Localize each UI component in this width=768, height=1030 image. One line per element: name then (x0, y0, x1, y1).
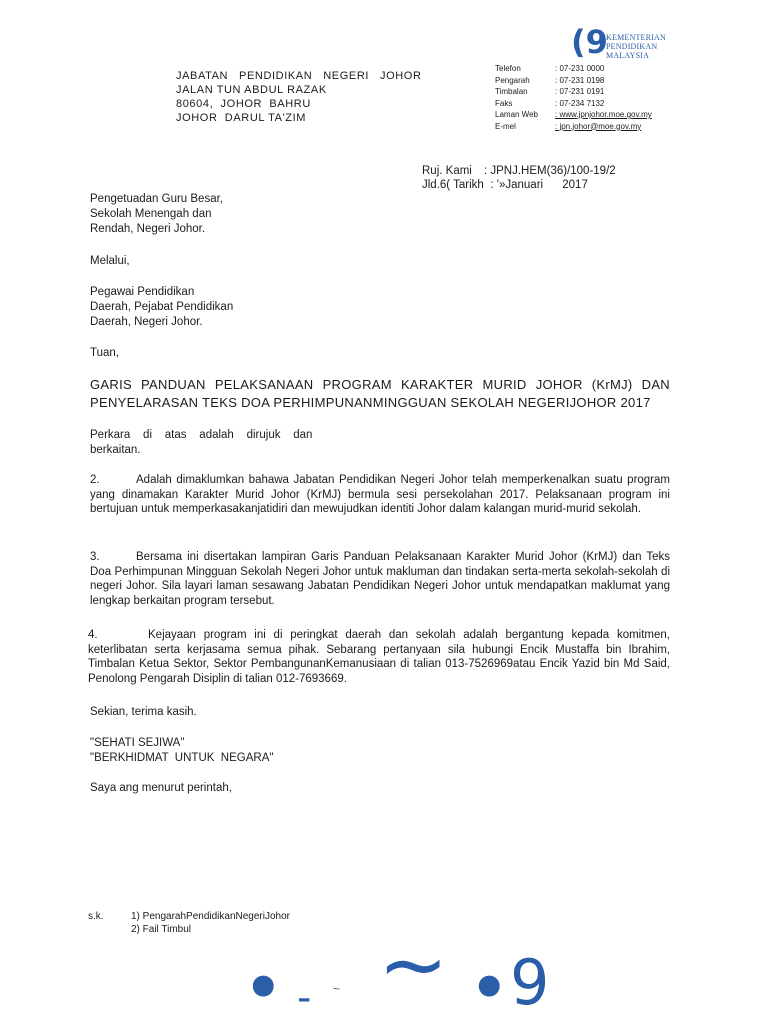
contact-label: Telefon (495, 64, 521, 73)
motto-line: "BERKHIDMAT UNTUK NEGARA" (90, 752, 274, 764)
intro-line: berkaitan. (90, 444, 141, 456)
salutation: Tuan, (90, 347, 119, 359)
intro-paragraph (90, 428, 312, 458)
intro-line: Perkara di atas adalah dirujuk dan (90, 429, 313, 441)
contact-label: Timbalan (495, 87, 528, 96)
contact-row-email (495, 121, 652, 133)
subject-line: PENYELARASAN TEKS DOA PERHIMPUNANMINGGUAN SEKOLAH NEGERIJOHOR 2017 (90, 395, 651, 410)
cc-item: 1) PengarahPendidikanNegeriJohor (131, 911, 290, 922)
website-link[interactable]: : www.jpnjohor.moe.gov.my (555, 110, 652, 119)
motto-line: "SEHATI SEJIWA" (90, 737, 185, 749)
ministry-logo-text (606, 33, 666, 60)
paragraph-text: Adalah dimaklumkan bahawa Jabatan Pendidikan Negeri Johor telah memperkenalkan suatu program yang dinamakan Karakter Murid Johor (KrMJ) bermula sesi persekolahan 2017. Pelaksanaan program ini bertujuan untuk memperkasakanjatidiri dan mewujudkan identiti Johor dalam kalangan murid-murid sekolah. (90, 474, 670, 515)
contact-row-faks (495, 98, 652, 110)
footer-small-tilde: ~ (333, 982, 341, 996)
contact-label: Pengarah (495, 75, 530, 85)
date-row (422, 178, 616, 192)
officer-line: Daerah, Pejabat Pendidikan (90, 301, 234, 313)
recipient-line: Sekolah Menengah dan (90, 208, 212, 220)
ministry-logo-mark: (9 (571, 23, 608, 61)
officer-address (90, 285, 233, 330)
email-link[interactable]: : jpn.johor@moe.gov.my (555, 121, 642, 131)
contact-row-website (495, 109, 652, 121)
paragraph-number: 4. (88, 629, 98, 641)
recipient-address (90, 192, 223, 237)
footer-dot-mark: • (468, 946, 511, 1030)
department-address (176, 69, 422, 125)
logo-line: PENDIDIKAN (606, 42, 658, 51)
subject-line: GARIS PANDUAN PELAKSANAAN PROGRAM KARAKTER MURID JOHOR (KrMJ) DAN (90, 377, 670, 392)
letter-subject (90, 376, 670, 412)
contact-value: : 07-231 0191 (555, 87, 605, 96)
recipient-line: Rendah, Negeri Johor. (90, 223, 206, 235)
reference-block (422, 164, 616, 192)
closing-line: Sekian, terima kasih. (90, 706, 197, 718)
recipient-line: Pengetuadan Guru Besar, (90, 193, 223, 205)
cc-list (131, 910, 290, 936)
paragraph-text: Kejayaan program ini di peringkat daerah dan sekolah adalah bergantung kepada komitmen, keterlibatan serta kerjasama semua pihak. Sebarang pertanyaan sila hubungi Encik Mustaffa bin Ibrahim, Timbalan Ketua Sektor, Sektor PembangunanKemanusiaan di talian 013-7526969atau Encik Yazid bin Md Said, Penolong Pengarah Disiplin di talian 012-7693669. (88, 629, 670, 685)
cc-label: s.k. (88, 911, 104, 922)
contact-label: E-mel (495, 121, 516, 131)
address-line: JOHOR DARUL TA'ZIM (176, 112, 307, 124)
reference-label: Ruj. Kami (422, 165, 472, 177)
contact-row-timbalan (495, 86, 652, 98)
paragraph-4 (88, 628, 670, 686)
paragraph-2 (90, 473, 670, 517)
reference-row (422, 164, 616, 178)
contact-value: : 07-234 7132 (555, 98, 605, 108)
contact-details (495, 63, 652, 132)
footer-dot-mark: • (242, 946, 285, 1030)
address-line: JALAN TUN ABDUL RAZAK (176, 84, 327, 96)
logo-line: MALAYSIA (606, 51, 650, 60)
cc-item: 2) Fail Timbul (131, 924, 192, 935)
reference-value: : JPNJ.HEM(36)/100-19/2 (484, 165, 616, 177)
paragraph-number: 3. (90, 551, 100, 563)
motto-block (90, 736, 273, 766)
paragraph-3 (90, 550, 670, 608)
address-line: 80604, JOHOR BAHRU (176, 98, 311, 110)
sign-off: Saya ang menurut perintah, (90, 782, 232, 794)
contact-value: : 07-231 0198 (555, 75, 605, 85)
footer-dash-mark: - (297, 975, 312, 1021)
contact-value: : 07-231 0000 (555, 64, 605, 73)
contact-label: Laman Web (495, 110, 538, 119)
footer-nine-mark: 9 (510, 946, 550, 1019)
contact-row-pengarah (495, 75, 652, 87)
paragraph-text: Bersama ini disertakan lampiran Garis Panduan Pelaksanaan Karakter Murid Johor (KrMJ) dan Teks Doa Perhimpunan Mingguan Sekolah Negeri Johor untuk makluman dan tindakan serta-merta sekolah-sekolah di negeri Johor. Sila layari laman sesawang Jabatan Pendidikan Negeri Johor untuk mendapatkan maklumat yang lengkap berkaitan program tersebut. (90, 551, 670, 607)
via-label: Melalui, (90, 255, 130, 267)
date-value: : '»Januari 2017 (484, 179, 588, 191)
officer-line: Pegawai Pendidikan (90, 286, 195, 298)
logo-line: KEMENTERIAN (606, 33, 666, 42)
address-line: JABATAN PENDIDIKAN NEGERI JOHOR (176, 70, 422, 82)
paragraph-number: 2. (90, 474, 100, 486)
officer-line: Daerah, Negeri Johor. (90, 316, 203, 328)
contact-row-telefon (495, 63, 652, 75)
contact-label: Faks (495, 98, 513, 108)
date-label: Jld.6( Tarikh (422, 179, 484, 191)
footer-tilde-mark: ~ (378, 915, 449, 1013)
